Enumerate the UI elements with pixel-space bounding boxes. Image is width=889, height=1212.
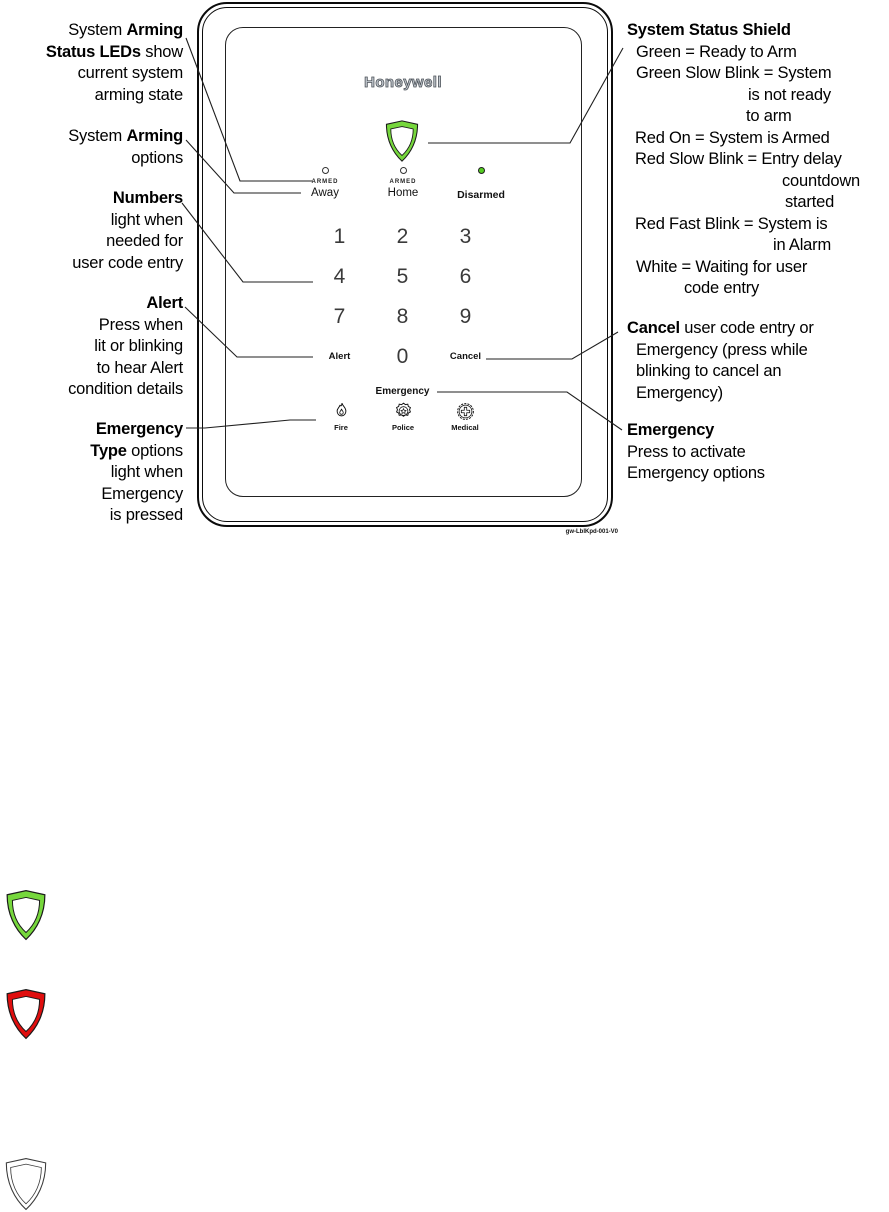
annotation-arming-options xyxy=(0,126,183,169)
key-3[interactable]: 3 xyxy=(459,225,472,248)
annotation-emergency xyxy=(627,420,889,485)
annotation-line: Press to activate xyxy=(627,442,746,461)
key-4[interactable]: 4 xyxy=(333,265,346,288)
status-shield-icon xyxy=(383,119,421,163)
annotation-line: Red Slow Blink = Entry delay xyxy=(635,150,842,168)
annotation-line: Green = Ready to Arm xyxy=(636,42,797,61)
annotation-line: Emergency xyxy=(627,421,715,439)
armed-away-label: Away xyxy=(311,187,339,199)
annotation-line: System Status Shield xyxy=(627,21,791,39)
key-5[interactable]: 5 xyxy=(396,265,409,288)
armed-home-label: Home xyxy=(387,187,419,199)
medical-label: Medical xyxy=(451,423,479,432)
armed-home-top-label: ARMED xyxy=(389,179,417,185)
annotation-arming-status-leds xyxy=(0,20,183,106)
annotation-line: arming state xyxy=(94,85,183,104)
annotation-line: Red On = System is Armed xyxy=(635,128,830,147)
key-row-2 xyxy=(308,266,497,288)
annotation-line: lit or blinking xyxy=(94,337,183,355)
annotation-line: Press when xyxy=(98,315,183,334)
annotation-line: to arm xyxy=(746,107,792,125)
key-7[interactable]: 7 xyxy=(333,305,346,328)
annotation-line: Status LEDs show xyxy=(45,42,183,61)
arm-home-option[interactable] xyxy=(364,167,442,201)
annotation-line: is not ready xyxy=(748,85,831,104)
annotation-line: current system xyxy=(77,64,183,82)
emergency-section-label[interactable]: Emergency xyxy=(375,386,430,397)
key-row-1 xyxy=(308,226,497,248)
annotation-line: user code entry xyxy=(72,253,183,272)
police-icon xyxy=(393,401,414,422)
annotation-line: Emergency (press while xyxy=(636,340,808,359)
annotation-line: is pressed xyxy=(109,506,183,524)
annotation-line: options xyxy=(131,148,183,167)
annotation-line: blinking to cancel an xyxy=(636,362,782,380)
armed-away-led xyxy=(322,167,329,174)
key-9[interactable]: 9 xyxy=(459,305,472,328)
fire-option[interactable] xyxy=(310,401,372,432)
key-0[interactable]: 0 xyxy=(396,345,409,368)
annotation-line: countdown xyxy=(782,171,861,190)
annotation-line: light when xyxy=(110,463,183,481)
annotation-line: Numbers xyxy=(112,189,183,207)
key-row-3 xyxy=(308,306,497,328)
red-shield-icon xyxy=(3,986,49,1042)
police-option[interactable] xyxy=(372,401,434,432)
key-1[interactable]: 1 xyxy=(333,225,346,248)
medical-option[interactable] xyxy=(434,401,496,432)
green-shield-icon xyxy=(3,887,49,943)
annotation-numbers xyxy=(0,188,183,274)
annotation-line: Red Fast Blink = System is xyxy=(635,214,828,233)
annotation-line: White = Waiting for user xyxy=(636,257,808,276)
drawing-number: gw-LblKpd-001-V0 xyxy=(565,529,618,535)
annotation-line: started xyxy=(785,193,835,211)
annotation-line: System Arming xyxy=(68,127,183,145)
annotation-line: Alert xyxy=(146,294,183,312)
disarmed-led xyxy=(478,167,485,174)
annotation-line: in Alarm xyxy=(773,236,832,254)
annotation-line: condition details xyxy=(68,380,183,398)
disarmed-label: Disarmed xyxy=(457,189,505,201)
annotation-line: Cancel user code entry or xyxy=(627,319,814,337)
key-6[interactable]: 6 xyxy=(459,265,472,288)
annotation-line: Emergency xyxy=(101,484,183,503)
key-2[interactable]: 2 xyxy=(396,225,409,248)
annotation-line: System Arming xyxy=(68,21,183,39)
white-shield-icon xyxy=(2,1156,50,1212)
medical-icon xyxy=(455,401,476,422)
key-row-4 xyxy=(308,346,497,368)
disarmed-option[interactable] xyxy=(442,167,520,201)
fire-icon xyxy=(331,401,352,422)
annotation-line: Green Slow Blink = System xyxy=(636,64,832,82)
annotation-line: code entry xyxy=(684,279,760,297)
fire-label: Fire xyxy=(334,423,348,432)
key-8[interactable]: 8 xyxy=(396,305,409,328)
annotation-line: needed for xyxy=(106,232,183,250)
arming-status-row xyxy=(286,167,520,201)
annotation-cancel xyxy=(627,318,889,404)
annotation-line: Emergency) xyxy=(636,383,723,402)
annotation-line: to hear Alert xyxy=(96,358,183,377)
annotation-system-status-shield xyxy=(627,20,889,300)
annotation-line: Emergency options xyxy=(627,464,765,482)
annotation-emergency-type xyxy=(0,419,183,527)
police-label: Police xyxy=(391,423,415,432)
emergency-options-row xyxy=(310,401,496,432)
cancel-key[interactable]: Cancel xyxy=(449,351,482,362)
armed-away-top-label: ARMED xyxy=(311,179,339,185)
alert-key[interactable]: Alert xyxy=(328,351,351,362)
annotation-alert xyxy=(0,293,183,401)
arm-away-option[interactable] xyxy=(286,167,364,201)
annotation-line: Emergency xyxy=(95,420,183,438)
brand-logo: Honeywell xyxy=(364,74,442,91)
annotation-line: light when xyxy=(110,210,183,229)
armed-home-led xyxy=(400,167,407,174)
annotation-line: Type options xyxy=(90,441,183,460)
